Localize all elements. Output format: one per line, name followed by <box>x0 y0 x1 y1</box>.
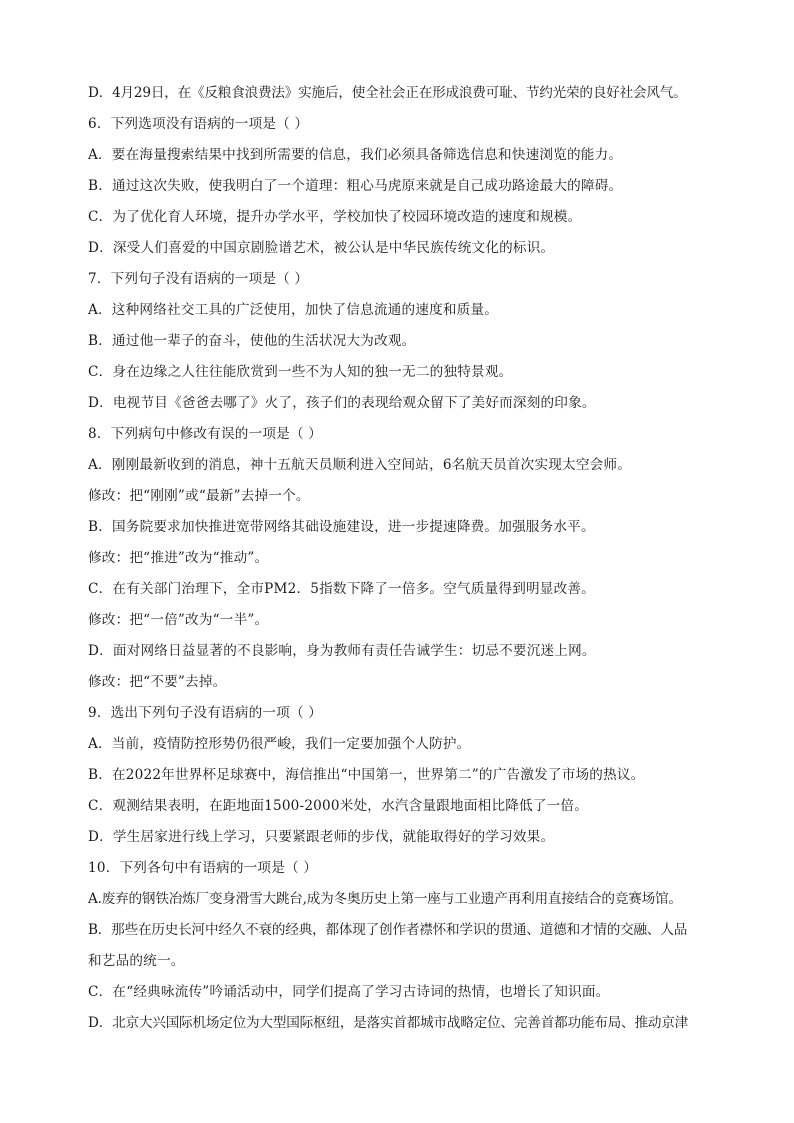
revision-c-q8: 修改：把“一倍”改为“一半”。 <box>88 612 269 628</box>
option-a-q10: A.废弃的钢铁冶炼厂变身滑雪大跳台,成为冬奥历史上第一座与工业遗产再利用直接结合的竞赛场馆。 <box>88 891 682 907</box>
option-c-q7: C．身在边缘之人往往能欣赏到一些不为人知的独一无二的独特景观。 <box>88 364 513 380</box>
option-b-q7: B．通过他一辈子的奋斗，使他的生活状况大为改观。 <box>88 333 416 349</box>
option-a-q9: A．当前，疫情防控形势仍很严峻，我们一定要加强个人防护。 <box>88 736 471 752</box>
option-d-q6: D．深受人们喜爱的中国京剧脸谱艺术，被公认是中华民族传统文化的标识。 <box>88 240 555 256</box>
question-6: 6．下列选项没有语病的一项是（ ） <box>88 116 309 132</box>
option-a-q6: A．要在海量搜索结果中找到所需要的信息，我们必须具备筛选信息和快速浏览的能力。 <box>88 147 623 163</box>
revision-d-q8: 修改：把“不要”去掉。 <box>88 674 227 690</box>
question-9: 9．选出下列句子没有语病的一项（ ） <box>88 705 323 721</box>
option-b-q9: B．在2022年世界杯足球赛中，海信推出“中国第一，世界第二”的广告激发了市场的热议。 <box>88 767 645 783</box>
option-c-q6: C．为了优化育人环境，提升办学水平，学校加快了校园环境改造的速度和规模。 <box>88 209 582 225</box>
option-c-q10: C．在“经典咏流传”吟诵活动中，同学们提高了学习古诗词的热情，也增长了知识面。 <box>88 984 610 1000</box>
option-b-q10-continued: 和艺品的统一。 <box>88 953 185 969</box>
option-d-q9: D．学生居家进行线上学习，只要紧跟老师的步伐，就能取得好的学习效果。 <box>88 829 555 845</box>
document-page <box>88 78 710 1039</box>
option-c-q9: C．观测结果表明，在距地面1500-2000米处，水汽含量跟地面相比降低了一倍。 <box>88 798 588 814</box>
option-d-q5: D．4月29日，在《反粮食浪费法》实施后，使全社会正在形成浪费可耻、节约光荣的良好社会风气。 <box>88 85 687 101</box>
option-b-q10: B．那些在历史长河中经久不衰的经典，都体现了创作者襟怀和学识的贯通、道德和才情的交融、人品 <box>88 922 688 938</box>
option-d-q8: D．面对网络日益显著的不良影响，身为教师有责任告诫学生：切忌不要沉迷上网。 <box>88 643 596 659</box>
question-10: 10．下列各句中有语病的一项是（ ） <box>88 860 318 876</box>
option-b-q6: B．通过这次失败，使我明白了一个道理：粗心马虎原来就是自己成功路途最大的障碍。 <box>88 178 623 194</box>
option-b-q8: B．国务院要求加快推进宽带网络其础设施建设，进一步提速降费。加强服务水平。 <box>88 519 595 535</box>
question-8: 8．下列病句中修改有误的一项是（ ） <box>88 426 323 442</box>
revision-a-q8: 修改：把“刚刚”或“最新”去掉一个。 <box>88 488 310 504</box>
option-c-q8: C．在有关部门治理下，全市PM2．5指数下降了一倍多。空气质量得到明显改善。 <box>88 581 595 597</box>
option-a-q8: A．刚刚最新收到的消息，神十五航天员顺利进入空间站，6名航天员首次实现太空会师。 <box>88 457 632 473</box>
option-a-q7: A．这种网络社交工具的广泛使用，加快了信息流通的速度和质量。 <box>88 302 499 318</box>
revision-b-q8: 修改：把“推进”改为“推动”。 <box>88 550 269 566</box>
question-7: 7．下列句子没有语病的一项是（ ） <box>88 271 309 287</box>
option-d-q10: D．北京大兴国际机场定位为大型国际枢纽，是落实首都城市战略定位、完善首都功能布局、推动京津 <box>88 1015 689 1031</box>
option-d-q7: D．电视节目《爸爸去哪了》火了，孩子们的表现给观众留下了美好而深刻的印象。 <box>88 395 596 411</box>
